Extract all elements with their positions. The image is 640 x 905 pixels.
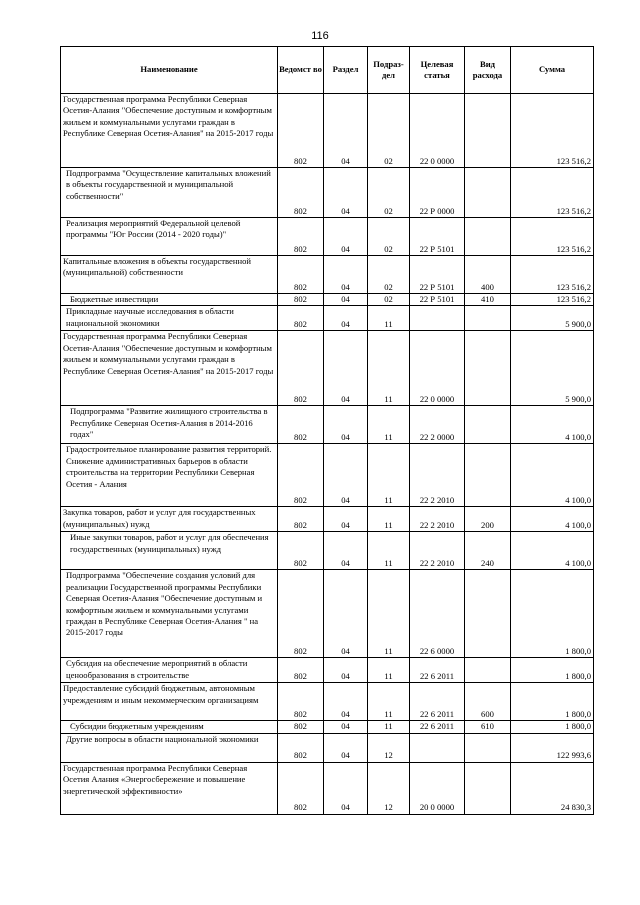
row-name: Подпрограмма "Обеспечение создания условий для реализации Государственной программы Республики Северная Осетия-Алания "Обеспечение доступным и комфортным жильем и коммунальными услугами граждан в Республике Северная Осетия-Алания " на 2015-2017 годы — [61, 570, 278, 658]
row-expense-type: 600 — [465, 683, 511, 721]
row-subsection: 12 — [368, 762, 410, 814]
row-name: Субсидии бюджетным учреждениям — [61, 721, 278, 733]
row-section: 04 — [324, 444, 368, 507]
row-amount: 1 800,0 — [511, 570, 594, 658]
row-name: Субсидия на обеспечение мероприятий в области ценообразования в строительстве — [61, 658, 278, 683]
row-amount: 5 900,0 — [511, 306, 594, 331]
row-expense-type — [465, 306, 511, 331]
row-expense-type — [465, 94, 511, 168]
budget-table — [60, 46, 594, 815]
row-expense-type: 240 — [465, 532, 511, 570]
row-target-article — [410, 733, 465, 762]
row-department: 802 — [278, 532, 324, 570]
row-subsection: 02 — [368, 168, 410, 218]
row-section: 04 — [324, 507, 368, 532]
row-subsection: 12 — [368, 733, 410, 762]
header-target-article: Целевая статья — [410, 47, 465, 94]
row-target-article: 22 2 2010 — [410, 532, 465, 570]
row-subsection: 11 — [368, 331, 410, 406]
row-expense-type — [465, 444, 511, 507]
row-department: 802 — [278, 721, 324, 733]
row-amount: 123 516,2 — [511, 256, 594, 294]
row-department: 802 — [278, 294, 324, 306]
row-expense-type — [465, 218, 511, 256]
table-row — [61, 721, 594, 733]
row-name: Предоставление субсидий бюджетным, автономным учреждениям и иным некоммерческим организациям — [61, 683, 278, 721]
row-department: 802 — [278, 306, 324, 331]
row-amount: 1 800,0 — [511, 683, 594, 721]
row-subsection: 02 — [368, 294, 410, 306]
row-section: 04 — [324, 721, 368, 733]
row-section: 04 — [324, 331, 368, 406]
row-target-article: 22 6 2011 — [410, 658, 465, 683]
table-row — [61, 444, 594, 507]
row-target-article: 22 2 0000 — [410, 406, 465, 444]
table-row — [61, 406, 594, 444]
row-amount: 5 900,0 — [511, 331, 594, 406]
header-amount: Сумма — [511, 47, 594, 94]
row-name: Реализация мероприятий Федеральной целевой программы "Юг России (2014 - 2020 годы)" — [61, 218, 278, 256]
table-row — [61, 570, 594, 658]
header-subsection: Подраз- дел — [368, 47, 410, 94]
row-amount: 123 516,2 — [511, 168, 594, 218]
row-expense-type: 400 — [465, 256, 511, 294]
row-target-article: 22 Р 5101 — [410, 256, 465, 294]
header-department: Ведомст во — [278, 47, 324, 94]
row-expense-type — [465, 168, 511, 218]
row-amount: 122 993,6 — [511, 733, 594, 762]
row-expense-type: 410 — [465, 294, 511, 306]
row-subsection: 02 — [368, 256, 410, 294]
page-number: 116 — [311, 30, 329, 42]
row-expense-type — [465, 733, 511, 762]
table-row — [61, 733, 594, 762]
row-section: 04 — [324, 306, 368, 331]
row-section: 04 — [324, 168, 368, 218]
header-section: Раздел — [324, 47, 368, 94]
row-department: 802 — [278, 570, 324, 658]
row-name: Бюджетные инвестиции — [61, 294, 278, 306]
row-subsection: 02 — [368, 94, 410, 168]
row-name: Государственная программа Республики Северная Осетия-Алания "Обеспечение доступным и комфортным жильем и коммунальными услугами граждан в Республике Северная Осетия-Алания" на 2015-2017 годы — [61, 94, 278, 168]
row-target-article: 20 0 0000 — [410, 762, 465, 814]
row-amount: 123 516,2 — [511, 218, 594, 256]
row-section: 04 — [324, 733, 368, 762]
table-row — [61, 658, 594, 683]
row-subsection: 11 — [368, 406, 410, 444]
row-subsection: 11 — [368, 532, 410, 570]
row-expense-type — [465, 570, 511, 658]
row-target-article: 22 6 2011 — [410, 683, 465, 721]
row-subsection: 11 — [368, 570, 410, 658]
table-row — [61, 294, 594, 306]
row-name: Градостроительное планирование развития территорий. Снижение административных барьеров в области строительства на территории Республики Северная Осетия - Алания — [61, 444, 278, 507]
row-name: Государственная программа Республики Северная Осетия Алания «Энергосбережение и повышение энергетической эффективности» — [61, 762, 278, 814]
row-name: Прикладные научные исследования в области национальной экономики — [61, 306, 278, 331]
row-department: 802 — [278, 168, 324, 218]
row-section: 04 — [324, 683, 368, 721]
row-name: Государственная программа Республики Северная Осетия-Алания "Обеспечение доступным и комфортным жильем и коммунальными услугами граждан в Республике Северная Осетия-Алания" на 2015-2017 годы — [61, 331, 278, 406]
row-department: 802 — [278, 218, 324, 256]
row-name: Подпрограмма "Развитие жилищного строительства в Республике Северная Осетия-Алания в 2014-2016 годах" — [61, 406, 278, 444]
table-row — [61, 331, 594, 406]
header-name: Наименование — [61, 47, 278, 94]
table-row — [61, 762, 594, 814]
row-department: 802 — [278, 507, 324, 532]
table-header-row — [61, 47, 594, 94]
row-department: 802 — [278, 658, 324, 683]
row-section: 04 — [324, 218, 368, 256]
row-section: 04 — [324, 94, 368, 168]
row-target-article: 22 0 0000 — [410, 94, 465, 168]
header-expense-type: Вид расхода — [465, 47, 511, 94]
row-target-article — [410, 306, 465, 331]
row-department: 802 — [278, 683, 324, 721]
row-subsection: 11 — [368, 444, 410, 507]
row-amount: 1 800,0 — [511, 721, 594, 733]
row-amount: 4 100,0 — [511, 507, 594, 532]
row-name: Закупка товаров, работ и услуг для государственных (муниципальных) нужд — [61, 507, 278, 532]
row-target-article: 22 2 2010 — [410, 444, 465, 507]
row-department: 802 — [278, 331, 324, 406]
row-subsection: 02 — [368, 218, 410, 256]
row-department: 802 — [278, 733, 324, 762]
table-row — [61, 306, 594, 331]
row-name: Другие вопросы в области национальной экономики — [61, 733, 278, 762]
row-section: 04 — [324, 570, 368, 658]
row-department: 802 — [278, 256, 324, 294]
table-row — [61, 256, 594, 294]
row-amount: 4 100,0 — [511, 532, 594, 570]
row-section: 04 — [324, 532, 368, 570]
row-target-article: 22 2 2010 — [410, 507, 465, 532]
row-department: 802 — [278, 94, 324, 168]
row-department: 802 — [278, 444, 324, 507]
row-expense-type — [465, 762, 511, 814]
row-name: Иные закупки товаров, работ и услуг для обеспечения государственных (муниципальных) нужд — [61, 532, 278, 570]
row-expense-type: 200 — [465, 507, 511, 532]
row-amount: 123 516,2 — [511, 94, 594, 168]
row-section: 04 — [324, 762, 368, 814]
row-expense-type — [465, 658, 511, 683]
row-name: Подпрограмма "Осуществление капитальных вложений в объекты государственной и муниципальной собственности" — [61, 168, 278, 218]
row-section: 04 — [324, 256, 368, 294]
row-subsection: 11 — [368, 721, 410, 733]
table-row — [61, 507, 594, 532]
row-target-article: 22 6 2011 — [410, 721, 465, 733]
row-section: 04 — [324, 294, 368, 306]
table-row — [61, 218, 594, 256]
table-row — [61, 532, 594, 570]
row-amount: 123 516,2 — [511, 294, 594, 306]
row-expense-type — [465, 331, 511, 406]
row-target-article: 22 Р 5101 — [410, 218, 465, 256]
row-expense-type: 610 — [465, 721, 511, 733]
table-row — [61, 168, 594, 218]
row-name: Капитальные вложения в объекты государственной (муниципальной) собственности — [61, 256, 278, 294]
table-row — [61, 94, 594, 168]
row-subsection: 11 — [368, 683, 410, 721]
row-target-article: 22 6 0000 — [410, 570, 465, 658]
row-target-article: 22 Р 0000 — [410, 168, 465, 218]
row-amount: 24 830,3 — [511, 762, 594, 814]
row-amount: 4 100,0 — [511, 444, 594, 507]
row-section: 04 — [324, 658, 368, 683]
row-amount: 1 800,0 — [511, 658, 594, 683]
row-target-article: 22 0 0000 — [410, 331, 465, 406]
row-expense-type — [465, 406, 511, 444]
row-section: 04 — [324, 406, 368, 444]
row-department: 802 — [278, 762, 324, 814]
row-subsection: 11 — [368, 658, 410, 683]
row-subsection: 11 — [368, 306, 410, 331]
row-subsection: 11 — [368, 507, 410, 532]
row-amount: 4 100,0 — [511, 406, 594, 444]
row-department: 802 — [278, 406, 324, 444]
table-row — [61, 683, 594, 721]
row-target-article: 22 Р 5101 — [410, 294, 465, 306]
